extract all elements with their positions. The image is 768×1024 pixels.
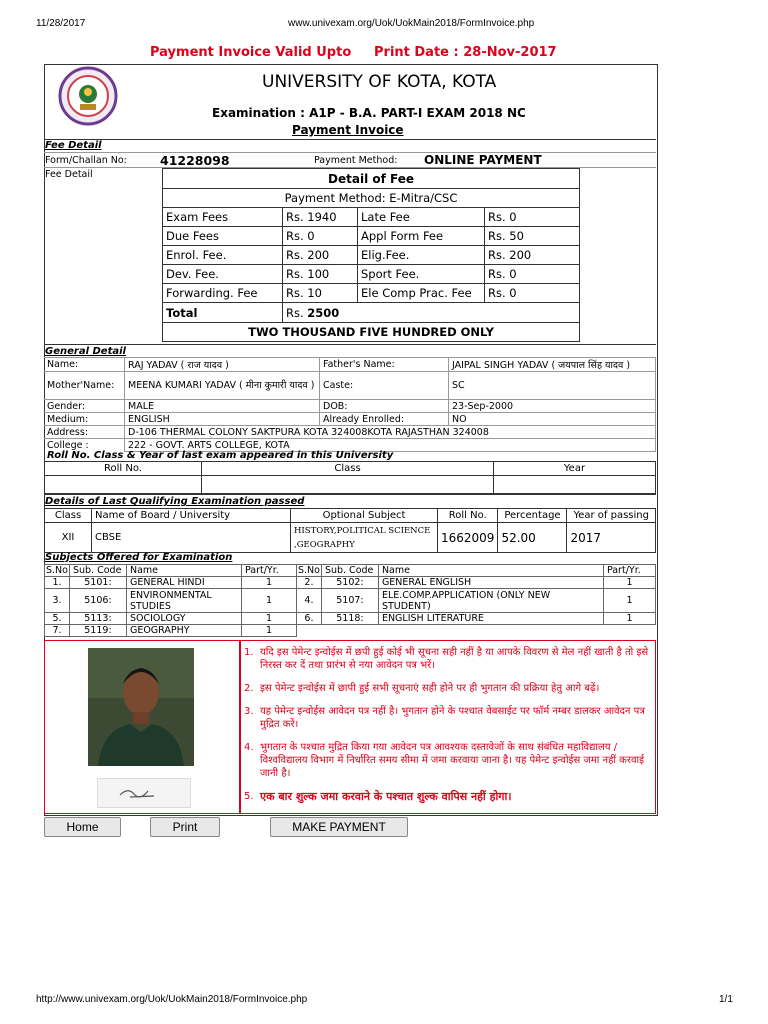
table-row [45,613,656,625]
sno: 2. [296,577,321,589]
sno: 7. [45,625,70,637]
subjects-heading: Subjects Offered for Examination [45,552,233,563]
col-roll-no: Roll No. [45,462,202,476]
fee-table-method: Payment Method: E-Mitra/CSC [163,189,580,208]
university-name: UNIVERSITY OF KOTA, KOTA [262,72,497,92]
fee-row [163,208,580,227]
col-name: Name [126,565,241,577]
fee-label: Ele Comp Prac. Fee [358,284,485,303]
q-class: XII [45,523,92,553]
fee-value: Rs. 50 [485,227,580,246]
college-label: College : [44,439,125,452]
part: 1 [603,613,655,625]
code: 5118: [321,613,378,625]
general-detail-table [44,357,656,452]
fee-label: Late Fee [358,208,485,227]
name-label: Name: [44,358,125,372]
note-number: 3. [244,706,254,717]
medium-value: ENGLISH [125,413,320,426]
fee-value: Rs. 1940 [283,208,358,227]
code: 5102: [321,577,378,589]
col-part: Part/Yr. [241,565,296,577]
candidate-photo [88,648,194,766]
father-value: JAIPAL SINGH YADAV ( जयपाल सिंह यादव ) [449,358,656,372]
fee-value: Rs. 0 [283,227,358,246]
sno: 6. [296,613,321,625]
col-class: Class [45,509,92,523]
amount-in-words: TWO THOUSAND FIVE HUNDRED ONLY [163,323,580,342]
university-logo [58,66,118,126]
father-label: Father's Name: [320,358,449,372]
subject-name: GENERAL HINDI [126,577,241,589]
part: 1 [241,577,296,589]
instructions-list [244,646,652,803]
address-label: Address: [44,426,125,439]
footer-url: http://www.univexam.org/Uok/UokMain2018/FormInvoice.php [36,994,308,1005]
col-subject: Optional Subject [291,509,438,523]
divider [44,494,656,495]
note-number: 4. [244,742,254,753]
payment-method-label: Payment Method: [314,155,398,166]
home-button[interactable]: Home [44,817,121,837]
fee-value: Rs. 200 [485,246,580,265]
code: 5107: [321,589,378,613]
q-year: 2017 [567,523,656,553]
note-item [244,790,652,803]
col-sno: S.No [46,565,68,576]
college-value: 222 - GOVT. ARTS COLLEGE, KOTA [125,439,656,452]
total-value: 2500 [307,305,340,320]
fee-value: Rs. 0 [485,265,580,284]
note-text: इस पेमेन्ट इन्वोईस में छापी हुई सभी सूचनाएं सही होने पर ही भुगतान की प्रक्रिया हेतु आगे बढ़ें। [260,683,600,694]
fee-value: Rs. 0 [485,208,580,227]
fee-label: Dev. Fee. [163,265,283,284]
form-no-label: Form/Challan No: [45,155,127,166]
col-year: Year [494,462,656,476]
fee-value: Rs. 10 [283,284,358,303]
fee-value: Rs. 0 [485,284,580,303]
enrolled-value: NO [449,413,656,426]
code: 5106: [69,589,126,613]
sno: 1. [45,577,70,589]
fee-label: Enrol. Fee. [163,246,283,265]
form-no-value: 41228098 [160,153,230,168]
note-item [244,705,652,731]
dob-label: DOB: [320,400,449,413]
fee-detail-heading: Fee Detail [45,140,102,151]
fee-table-title: Detail of Fee [163,169,580,189]
code: 5113: [69,613,126,625]
q-roll: 1662009 [438,523,498,553]
print-button[interactable]: Print [150,817,220,837]
qualifying-table [44,508,656,553]
part: 1 [241,625,296,637]
page-number: 1/1 [719,994,733,1005]
divider [44,139,656,140]
fee-row [163,284,580,303]
col-code: Sub. Code [321,565,378,577]
mother-value: MEENA KUMARI YADAV ( मीना कुमारी यादव ) [125,372,320,400]
fee-label: Forwarding. Fee [163,284,283,303]
fee-detail-label: Fee Detail [45,169,93,180]
fee-row [163,227,580,246]
general-detail-heading: General Detail [45,346,126,357]
subject-name: GEOGRAPHY [126,625,241,637]
fee-label: Exam Fees [163,208,283,227]
table-row [45,577,656,589]
print-url: www.univexam.org/Uok/UokMain2018/FormInvoice.php [288,18,535,29]
q-board: CBSE [92,523,291,553]
col-roll: Roll No. [438,509,498,523]
enrolled-label: Already Enrolled: [320,413,449,426]
col-code: Sub. Code [69,565,126,577]
sno: 3. [45,589,70,613]
fee-total-row [163,303,580,323]
code: 5119: [69,625,126,637]
caste-value: SC [449,372,656,400]
qualifying-heading: Details of Last Qualifying Examination passed [45,496,305,507]
last-exam-table [44,461,656,494]
col-part: Part/Yr. [603,565,655,577]
fee-label: Appl Form Fee [358,227,485,246]
note-text: यह पेमेन्ट इन्वोईस आवेदन पत्र नहीं है। भुगतान होने के पश्चात वेबसाईट पर फॉर्म नम्बर डालकर आवेदन पत्र मुद्रित करें। [260,706,645,730]
note-item [244,646,652,672]
caste-label: Caste: [320,372,449,400]
table-row [45,589,656,613]
part: 1 [603,577,655,589]
q-subject: HISTORY,POLITICAL SCIENCE ,GEOGRAPHY [291,523,438,553]
subject-name: SOCIOLOGY [126,613,241,625]
part: 1 [603,589,655,613]
col-sno: S.No [297,565,320,576]
payment-method-value: ONLINE PAYMENT [424,153,542,167]
examination-title: Examination : A1P - B.A. PART-I EXAM 2018 NC [212,106,526,120]
sno: 5. [45,613,70,625]
table-row [45,625,656,637]
signature-image [97,778,191,808]
mother-label: Mother'Name: [44,372,125,400]
valid-upto-label: Payment Invoice Valid Upto [150,45,352,60]
total-label: Total [163,303,283,323]
fee-row [163,265,580,284]
note-text: एक बार शुल्क जमा करवाने के पश्चात शुल्क वापिस नहीं होगा। [260,790,512,803]
col-name: Name [378,565,603,577]
subject-name: GENERAL ENGLISH [378,577,603,589]
note-item [244,741,652,780]
fee-label: Elig.Fee. [358,246,485,265]
name-value: RAJ YADAV ( राज यादव ) [125,358,320,372]
total-prefix: Rs. [286,305,304,320]
divider [44,152,656,153]
make-payment-button[interactable]: MAKE PAYMENT [270,817,408,837]
code: 5101: [69,577,126,589]
part: 1 [241,613,296,625]
col-class: Class [202,462,494,476]
note-text: यदि इस पेमेन्ट इन्वोईस में छपी हुई कोई भी सूचना सही नहीं है या आपके विवरण से मेल नहीं खाती है तो इसे निरस्त कर दें तथा प्रारंभ से नया आवेदन पत्र भरें। [260,647,649,671]
total-amount [283,303,580,323]
divider [44,344,656,345]
address-value: D-106 THERMAL COLONY SAKTPURA KOTA 324008KOTA RAJASTHAN 324008 [125,426,656,439]
subject-name: ENGLISH LITERATURE [378,613,603,625]
sno: 4. [296,589,321,613]
note-item [244,682,652,695]
part: 1 [241,589,296,613]
subject-name: ELE.COMP.APPLICATION (ONLY NEW STUDENT) [378,589,603,613]
print-date-label: Print Date : 28-Nov-2017 [374,45,557,60]
print-date: 11/28/2017 [36,18,86,29]
note-number: 5. [244,791,254,802]
q-percentage: 52.00 [498,523,567,553]
fee-row [163,246,580,265]
subjects-table [44,564,656,637]
invoice-title: Payment Invoice [292,123,404,137]
subject-name: ENVIRONMENTAL STUDIES [126,589,241,613]
dob-value: 23-Sep-2000 [449,400,656,413]
fee-value: Rs. 100 [283,265,358,284]
fee-table [162,168,580,342]
gender-label: Gender: [44,400,125,413]
medium-label: Medium: [44,413,125,426]
last-exam-heading: Roll No. Class & Year of last exam appeared in this University [47,450,394,461]
note-text: भुगतान के पश्चात मुद्रित किया गया आवेदन पत्र आवश्यक दस्तावेजों के साथ संबंधित महाविद्यालय / विश्वविद्यालय विभाग में निर्धारित समय सीमा में जमा करवाया जाना है। यह पेमेन्ट इन्वोईस जमा नहीं करवाई जानी है। [260,742,645,779]
col-board: Name of Board / University [92,509,291,523]
gender-value: MALE [125,400,320,413]
fee-label: Sport Fee. [358,265,485,284]
col-year-passing: Year of passing [567,509,656,523]
fee-label: Due Fees [163,227,283,246]
note-number: 2. [244,683,254,694]
fee-value: Rs. 200 [283,246,358,265]
note-number: 1. [244,647,254,658]
col-percentage: Percentage [498,509,567,523]
